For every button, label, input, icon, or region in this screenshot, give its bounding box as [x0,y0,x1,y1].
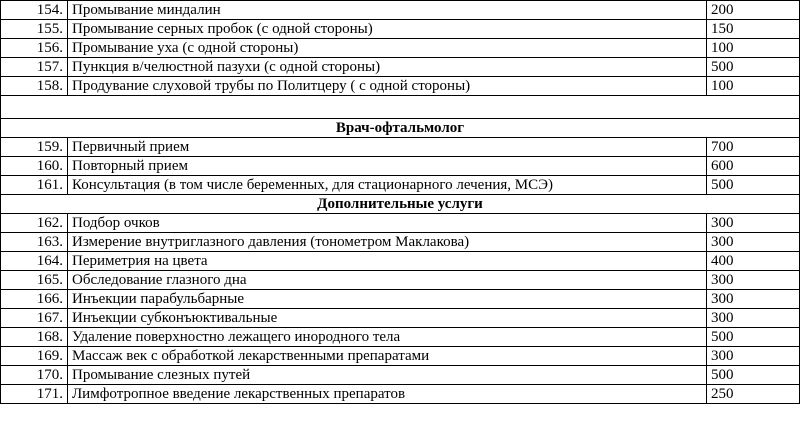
service-name-cell: Промывание слезных путей [68,366,707,385]
service-name-cell: Первичный прием [68,138,707,157]
table-row [1,138,800,157]
price-cell: 600 [707,157,800,176]
row-number-cell: 154. [1,1,68,20]
row-number-cell: 160. [1,157,68,176]
price-cell: 150 [707,20,800,39]
row-number-cell: 159. [1,138,68,157]
service-name-cell: Лимфотропное введение лекарственных препаратов [68,385,707,404]
price-cell: 100 [707,39,800,58]
table-row [1,366,800,385]
table-row [1,347,800,366]
spacer-cell [1,96,800,119]
row-number-cell: 169. [1,347,68,366]
table-row [1,157,800,176]
row-number-cell: 163. [1,233,68,252]
section-header-row [1,195,800,214]
spacer-row [1,96,800,119]
service-name-cell: Промывание миндалин [68,1,707,20]
price-cell: 200 [707,1,800,20]
price-cell: 500 [707,58,800,77]
service-name-cell: Консультация (в том числе беременных, для стационарного лечения, МСЭ) [68,176,707,195]
service-name-cell: Инъекции субконъюктивальные [68,309,707,328]
row-number-cell: 156. [1,39,68,58]
service-name-cell: Промывание серных пробок (с одной стороны) [68,20,707,39]
price-cell: 300 [707,309,800,328]
table-row [1,385,800,404]
service-name-cell: Обследование глазного дна [68,271,707,290]
price-cell: 300 [707,233,800,252]
price-cell: 300 [707,271,800,290]
service-name-cell: Продувание слуховой трубы по Политцеру ( с одной стороны) [68,77,707,96]
row-number-cell: 166. [1,290,68,309]
table-row [1,233,800,252]
table-row [1,290,800,309]
row-number-cell: 170. [1,366,68,385]
table-row [1,214,800,233]
row-number-cell: 158. [1,77,68,96]
section-title: Дополнительные услуги [1,195,800,214]
row-number-cell: 171. [1,385,68,404]
service-name-cell: Удаление поверхностно лежащего инородного тела [68,328,707,347]
price-cell: 250 [707,385,800,404]
row-number-cell: 161. [1,176,68,195]
table-row [1,252,800,271]
table-row [1,39,800,58]
service-name-cell: Измерение внутриглазного давления (тонометром Маклакова) [68,233,707,252]
table-row [1,176,800,195]
price-cell: 500 [707,328,800,347]
row-number-cell: 155. [1,20,68,39]
row-number-cell: 157. [1,58,68,77]
table-row [1,77,800,96]
price-cell: 300 [707,214,800,233]
price-cell: 700 [707,138,800,157]
price-list-body [1,1,800,404]
table-row [1,20,800,39]
service-name-cell: Пункция в/челюстной пазухи (с одной стороны) [68,58,707,77]
service-name-cell: Подбор очков [68,214,707,233]
price-cell: 100 [707,77,800,96]
service-name-cell: Массаж век с обработкой лекарственными препаратами [68,347,707,366]
price-cell: 500 [707,176,800,195]
row-number-cell: 167. [1,309,68,328]
service-name-cell: Периметрия на цвета [68,252,707,271]
row-number-cell: 165. [1,271,68,290]
section-title: Врач-офтальмолог [1,119,800,138]
service-name-cell: Инъекции парабульбарные [68,290,707,309]
table-row [1,309,800,328]
service-name-cell: Промывание уха (с одной стороны) [68,39,707,58]
section-header-row [1,119,800,138]
price-cell: 500 [707,366,800,385]
table-row [1,1,800,20]
table-row [1,271,800,290]
row-number-cell: 164. [1,252,68,271]
table-row [1,328,800,347]
table-row [1,58,800,77]
row-number-cell: 168. [1,328,68,347]
service-name-cell: Повторный прием [68,157,707,176]
row-number-cell: 162. [1,214,68,233]
price-cell: 300 [707,290,800,309]
price-cell: 400 [707,252,800,271]
price-cell: 300 [707,347,800,366]
